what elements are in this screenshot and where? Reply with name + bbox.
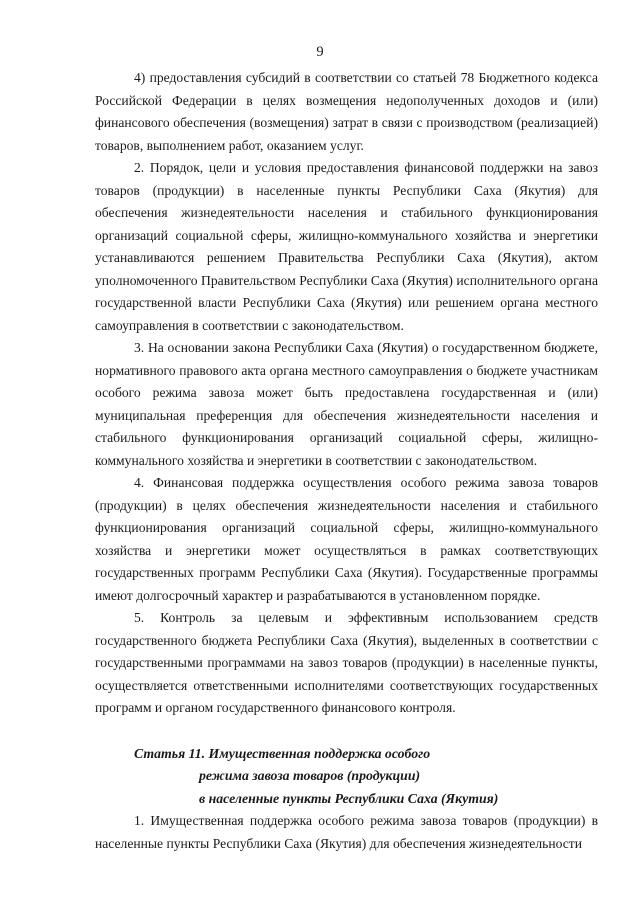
article-heading-line-1: Статья 11. Имущественная поддержка особого bbox=[134, 745, 431, 761]
article-heading-line-3: в населенные пункты Республики Саха (Якутия) bbox=[199, 790, 499, 806]
document-body bbox=[95, 67, 598, 855]
paragraph-4-financial-support: 4. Финансовая поддержка осуществления особого режима завоза товаров (продукции) в целях обеспечения жизнедеятельности населения и стабильного функционирования организаций социальной сферы, жилищно-коммунального хозяйства и энергетики может осуществляться в рамках соответствующих государственных программ Республики Саха (Якутия). Государственные программы имеют долгосрочный характер и разрабатываются в установленном порядке. bbox=[95, 475, 598, 603]
article-heading-line-2: режима завоза товаров (продукции) bbox=[199, 768, 421, 783]
page-number: 9 bbox=[316, 44, 324, 60]
paragraph-3-preference: 3. На основании закона Республики Саха (Якутия) о государственном бюджете, нормативного правового акта органа местного самоуправления о бюджете участникам особого режима завоза может быть предоставлена государственная и (или) муниципальная преференция для обеспечения жизнедеятельности населения и стабильного функционирования организаций социальной сферы, жилищно-коммунального хозяйства и энергетики в соответствии с законодательством. bbox=[95, 340, 598, 468]
paragraph-subsidies: 4) предоставления субсидий в соответствии со статьей 78 Бюджетного кодекса Российской Федерации в целях возмещения недополученных доходов и (или) финансового обеспечения (возмещения) затрат в связи с производством (реализацией) товаров, выполнением работ, оказанием услуг. bbox=[95, 70, 598, 153]
paragraph-article-11-1: 1. Имущественная поддержка особого режима завоза товаров (продукции) в населенные пункты Республики Саха (Якутия) для обеспечения жизнедеятельности bbox=[95, 813, 598, 851]
paragraph-2-procedure: 2. Порядок, цели и условия предоставления финансовой поддержки на завоз товаров (продукции) в населенные пункты Республики Саха (Якутия) для обеспечения жизнедеятельности населения и стабильного функционирования организаций социальной сферы, жилищно-коммунального хозяйства и энергетики устанавливаются решением Правительства Республики Саха (Якутия), актом уполномоченного Правительством Республики Саха (Якутия) исполнительного органа государственной власти Республики Саха (Якутия) или решением органа местного самоуправления в соответствии с законодательством. bbox=[95, 160, 598, 333]
paragraph-5-control: 5. Контроль за целевым и эффективным использованием средств государственного бюджета Республики Саха (Якутия), выделенных в соответствии с государственными программами на завоз товаров (продукции) в населенные пункты, осуществляется ответственными исполнителями соответствующих государственных программ и органом государственного финансового контроля. bbox=[95, 610, 598, 715]
article-heading bbox=[95, 743, 598, 811]
